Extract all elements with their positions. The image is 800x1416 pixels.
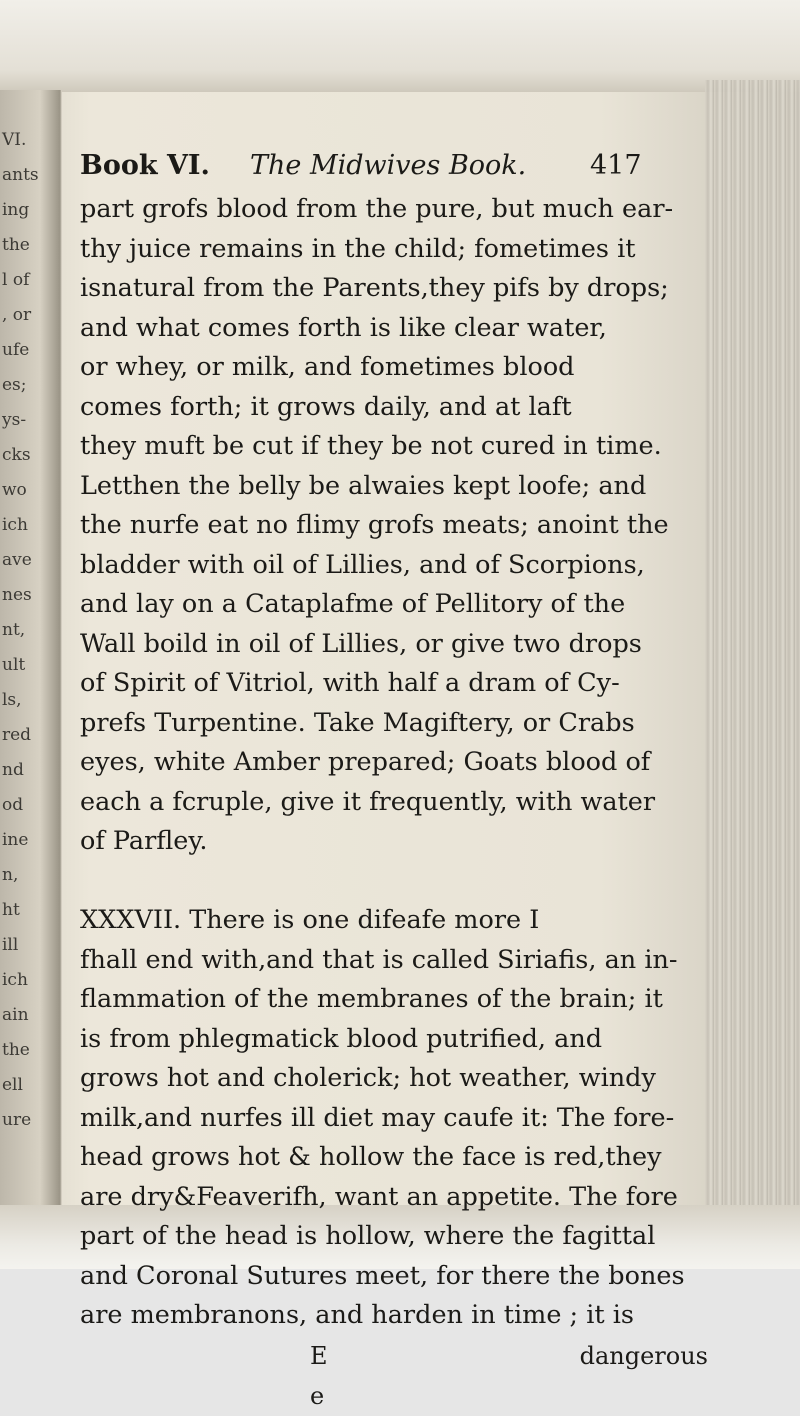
margin-fragment: ls,	[2, 690, 22, 710]
margin-fragment: ine	[2, 830, 29, 850]
margin-fragment: l of	[2, 270, 30, 290]
text-line: thy juice remains in the child; fometimes it	[80, 233, 636, 264]
text-line: Letthen the belly be alwaies kept loofe; and	[80, 470, 647, 501]
text-line: eyes, white Amber prepared; Goats blood of	[80, 747, 651, 777]
text-line: isnatural from the Parents,they pifs by drops;	[80, 273, 669, 303]
margin-fragment: n,	[2, 865, 19, 885]
text-line: part of the head is hollow, where the fagittal	[80, 1221, 656, 1251]
book-label: Book VI.	[80, 150, 210, 181]
text-line: prefs Turpentine. Take Magiftery, or Crabs	[80, 707, 635, 738]
text-line: fhall end with,and that is called Siriafis, an in-	[80, 944, 678, 975]
page-number: 417	[590, 150, 642, 181]
margin-fragment: the	[2, 235, 30, 255]
facing-page-edge	[0, 90, 62, 1210]
margin-fragment: ure	[2, 1110, 32, 1130]
text-line: is from phlegmatick blood putrified, and	[80, 1023, 603, 1054]
margin-fragment: cks	[2, 445, 31, 465]
text-line: bladder with oil of Lillies, and of Scorpions,	[80, 549, 645, 580]
text-line: grows hot and cholerick; hot weather, windy	[80, 1063, 656, 1093]
margin-fragment: ufe	[2, 340, 30, 360]
margin-fragment: es;	[2, 375, 27, 395]
margin-fragment: , or	[2, 305, 32, 325]
text-line: and what comes forth is like clear water,	[80, 312, 607, 343]
body-text	[80, 190, 708, 1336]
text-line: of Spirit of Vitriol, with half a dram of Cy-	[80, 668, 620, 698]
text-line: comes forth; it grows daily, and at laft	[80, 391, 572, 422]
margin-fragment: nt,	[2, 620, 26, 640]
margin-fragment: ys-	[2, 410, 27, 430]
margin-fragment: ain	[2, 1005, 29, 1025]
signature-mark: E e	[310, 1341, 328, 1410]
margin-fragment: nes	[2, 585, 32, 605]
margin-fragment: VI.	[2, 130, 27, 150]
catchword: dangerous	[579, 1341, 708, 1370]
text-line: each a fcruple, give it frequently, with water	[80, 786, 656, 817]
margin-fragment: ave	[2, 550, 32, 570]
margin-fragment: ich	[2, 970, 28, 990]
margin-fragment: ht	[2, 900, 20, 920]
running-header	[80, 150, 708, 190]
text-line: are membranons, and harden in time ; it is	[80, 1300, 634, 1330]
page-edge-right	[705, 80, 800, 1230]
page-text-block	[80, 150, 708, 1410]
top-shadow	[0, 0, 800, 92]
margin-fragment: ich	[2, 515, 28, 535]
text-line: are dry&Feaverifh, want an appetite. The fore	[80, 1181, 678, 1212]
text-line	[80, 862, 708, 902]
text-line: they muft be cut if they be not cured in time.	[80, 431, 662, 461]
text-line: and lay on a Cataplafme of Pellitory of the	[80, 589, 626, 619]
margin-fragment: od	[2, 795, 24, 815]
text-line: head grows hot & hollow the face is red,they	[80, 1142, 662, 1172]
margin-fragment: red	[2, 725, 32, 745]
margin-fragment: the	[2, 1040, 30, 1060]
margin-fragment: ell	[2, 1075, 23, 1095]
text-line: of Parfley.	[80, 826, 208, 856]
text-line: milk,and nurfes ill diet may caufe it: The fore-	[80, 1102, 675, 1133]
text-line: or whey, or milk, and fometimes blood	[80, 352, 575, 382]
margin-fragment: ing	[2, 200, 30, 220]
text-line: the nurfe eat no flimy grofs meats; anoint the	[80, 510, 669, 540]
running-title: The Midwives Book.	[250, 150, 527, 181]
text-line: and Coronal Sutures meet, for there the bones	[80, 1260, 685, 1291]
text-line: part grofs blood from the pure, but much ear-	[80, 194, 674, 224]
margin-fragment: wo	[2, 480, 27, 500]
margin-fragment: ill	[2, 935, 19, 955]
text-line: XXXVII. There is one difeafe more I	[80, 905, 540, 935]
margin-fragment: ult	[2, 655, 26, 675]
margin-fragment: ants	[2, 165, 39, 185]
catchline	[80, 1336, 708, 1410]
text-line: Wall boild in oil of Lillies, or give two drops	[80, 628, 642, 659]
text-line: flammation of the membranes of the brain; it	[80, 984, 663, 1014]
margin-fragment: nd	[2, 760, 24, 780]
